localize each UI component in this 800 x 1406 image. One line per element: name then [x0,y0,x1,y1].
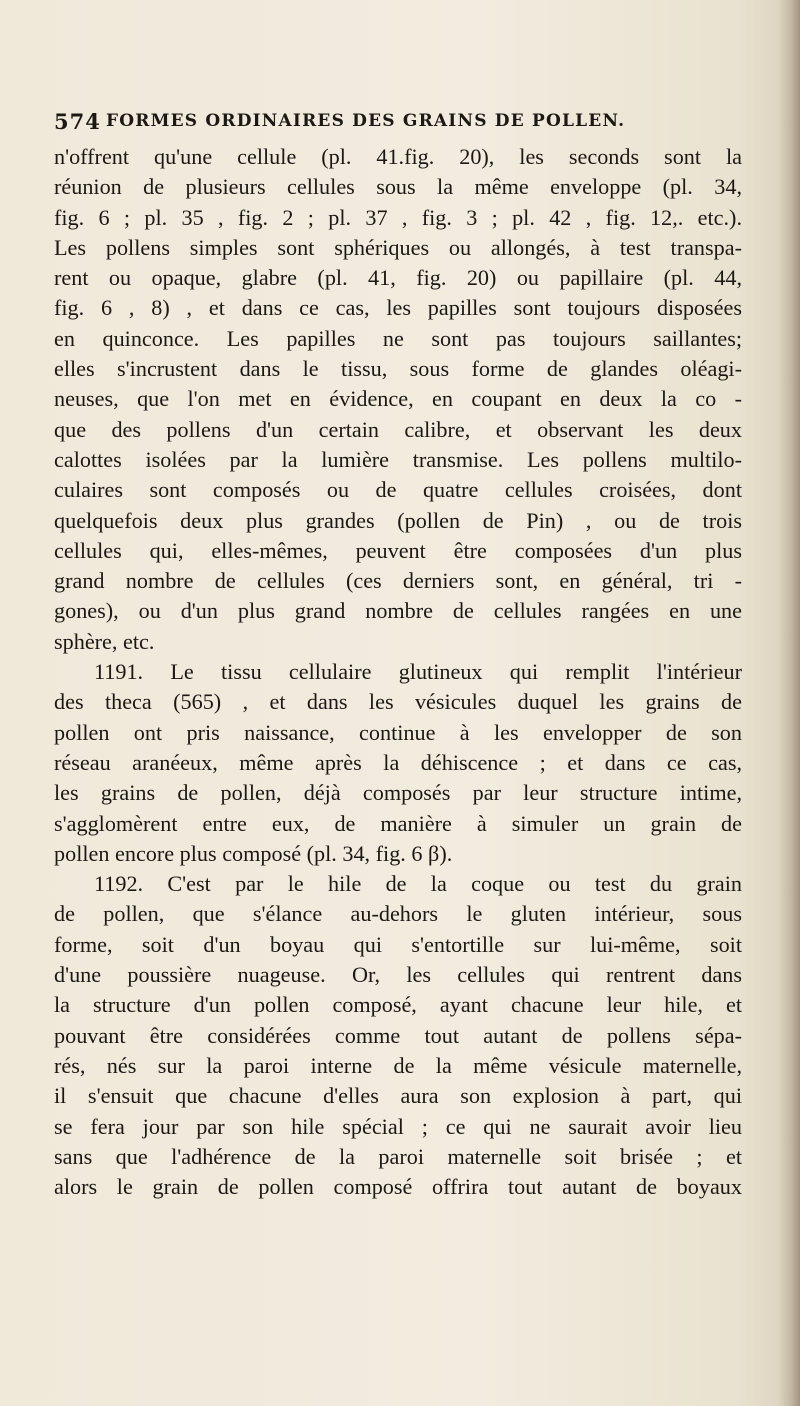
text-line: grand nombre de cellules (ces derniers sont, en général, tri - [54,568,742,594]
paragraph-1191-start: 1191. Le tissu cellulaire glutineux qui remplit l'intérieur [94,659,742,685]
text-line: gones), ou d'un plus grand nombre de cellules rangées en une [54,598,742,624]
paragraph-1192-start: 1192. C'est par le hile de la coque ou test du grain [94,871,742,897]
text-line: culaires sont composés ou de quatre cellules croisées, dont [54,477,742,503]
text-line: réseau aranéeux, même après la déhiscence ; et dans ce cas, [54,749,742,775]
text-line: alors le grain de pollen composé offrira tout autant de boyaux [54,1174,742,1200]
text-line: des theca (565) , et dans les vésicules duquel les grains de [54,689,742,715]
page-header [54,109,744,139]
text-line: calottes isolées par la lumière transmise. Les pollens multilo- [54,446,742,472]
page-edge-shadow [778,0,800,1406]
text-line: sans que l'adhérence de la paroi maternelle soit brisée ; et [54,1143,742,1169]
text-line: en quinconce. Les papilles ne sont pas toujours saillantes; [54,325,742,351]
text-line: pollen ont pris naissance, continue à les envelopper de son [54,719,742,745]
text-line: rés, nés sur la paroi interne de la même vésicule maternelle, [54,1052,742,1078]
text-line: la structure d'un pollen composé, ayant chacune leur hile, et [54,992,742,1018]
running-title: FORMES ORDINAIRES DES GRAINS DE POLLEN. [106,111,626,131]
page-number: 574 [54,109,101,134]
text-line: n'offrent qu'une cellule (pl. 41.fig. 20), les seconds sont la [54,144,742,169]
text-line: elles s'incrustent dans le tissu, sous forme de glandes oléagi- [54,356,742,382]
text-line: neuses, que l'on met en évidence, en coupant en deux la co - [54,386,742,412]
text-line: cellules qui, elles-mêmes, peuvent être composées d'un plus [54,537,742,563]
text-line: il s'ensuit que chacune d'elles aura son explosion à part, qui [54,1083,742,1109]
text-line: réunion de plusieurs cellules sous la même enveloppe (pl. 34, [54,174,742,200]
text-line: quelquefois deux plus grandes (pollen de Pin) , ou de trois [54,507,742,533]
text-line: sphère, etc. [54,628,155,654]
body-text [54,142,742,1202]
text-line: fig. 6 ; pl. 35 , fig. 2 ; pl. 37 , fig. 3 ; pl. 42 , fig. 12,. etc.). [54,204,742,230]
text-line: se fera jour par son hile spécial ; ce qui ne saurait avoir lieu [54,1113,742,1139]
text-line: fig. 6 , 8) , et dans ce cas, les papilles sont toujours disposées [54,295,742,321]
text-line: forme, soit d'un boyau qui s'entortille sur lui-même, soit [54,931,742,957]
text-line: pollen encore plus composé (pl. 34, fig. 6 β). [54,840,453,866]
text-line: que des pollens d'un certain calibre, et observant les deux [54,416,742,442]
text-line: Les pollens simples sont sphériques ou allongés, à test transpa- [54,234,742,260]
text-line: d'une poussière nuageuse. Or, les cellules qui rentrent dans [54,962,742,988]
text-line: pouvant être considérées comme tout autant de pollens sépa- [54,1022,742,1048]
text-line: rent ou opaque, glabre (pl. 41, fig. 20) ou papillaire (pl. 44, [54,265,742,291]
text-line: les grains de pollen, déjà composés par leur structure intime, [54,780,742,806]
text-line: de pollen, que s'élance au-dehors le gluten intérieur, sous [54,901,742,927]
text-line: s'agglomèrent entre eux, de manière à simuler un grain de [54,810,742,836]
